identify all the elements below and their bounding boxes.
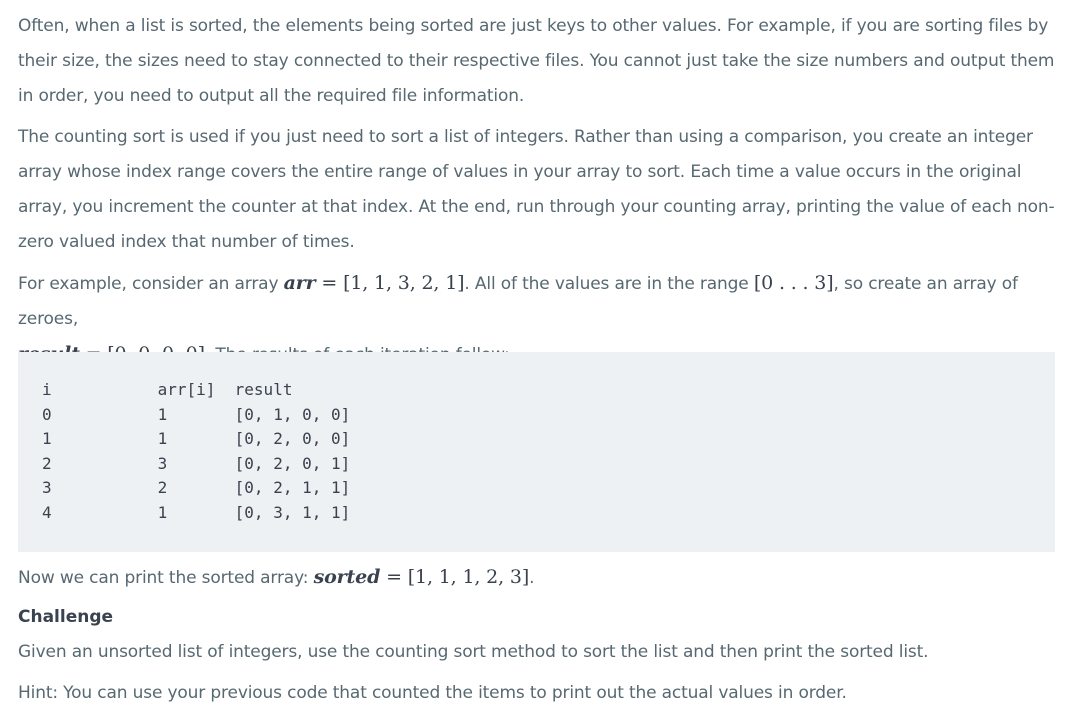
sorted-text-a: Now we can print the sorted array: — [18, 568, 314, 588]
challenge-heading: Challenge — [18, 607, 114, 627]
math-sorted-eq: = [1, 1, 1, 2, 3] — [380, 566, 530, 588]
math-arr-eq: = [1, 1, 3, 2, 1] — [315, 272, 465, 294]
intro-paragraph: Often, when a list is sorted, the elements being sorted are just keys to other values. For example, if you are sorting files by their size, the sizes need to stay connected to their respective files. You cannot just take the size numbers and output them in order, you need to output all the required file information. — [18, 16, 1055, 106]
math-arr — [284, 272, 465, 294]
example-text-c: , so create an array of zeroes, — [18, 274, 1018, 329]
hint-text: Hint: You can use your previous code that counted the items to print out the actual values in order. — [18, 683, 847, 703]
sorted-result-paragraph — [18, 560, 1058, 596]
math-range: [0 . . . 3] — [753, 272, 834, 294]
iteration-table-text: i arr[i] result 0 1 [0, 1, 0, 0] 1 1 [0, 2, 0, 0] 2 3 [0, 2, 0, 1] 3 2 [0, 2, 1, 1] 4 1 [0, 3, 1, 1] — [42, 380, 351, 522]
iteration-code-block — [18, 352, 1055, 552]
sorted-text-b: . — [529, 568, 535, 588]
math-arr-var: arr — [283, 272, 316, 294]
example-text-b: . All of the values are in the range — [464, 274, 754, 294]
counting-sort-paragraph: The counting sort is used if you just need to sort a list of integers. Rather than using a comparison, you create an integer array whose index range covers the entire range of values in your array to sort. Each time a value occurs in the original array, you increment the counter at that index. At the end, run through your counting array, printing the value of each non-zero valued index that number of times. — [18, 127, 1055, 252]
example-text-a: For example, consider an array — [18, 274, 284, 294]
challenge-text: Given an unsorted list of integers, use the counting sort method to sort the list and then print the sorted list. — [18, 642, 929, 662]
math-sorted — [314, 566, 530, 588]
math-sorted-var: sorted — [313, 566, 381, 588]
